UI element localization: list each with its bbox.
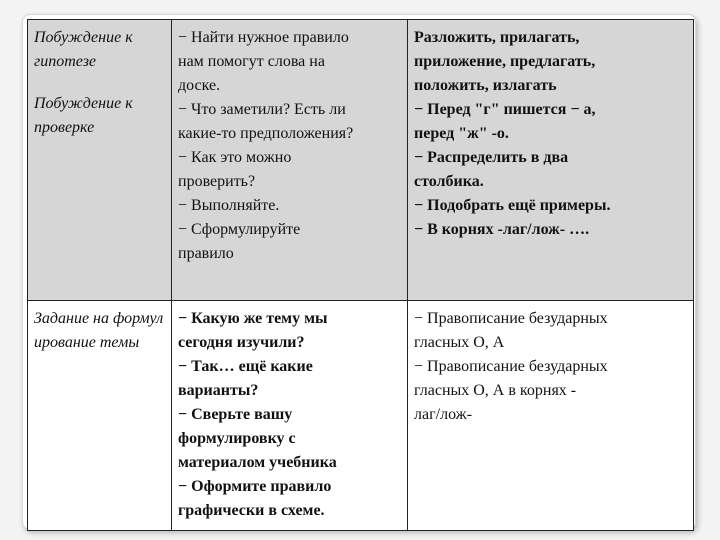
text-line: − Распределить в два bbox=[414, 149, 569, 166]
text-line: − Правописание безударных bbox=[414, 309, 608, 327]
text-line: − Оформите правило bbox=[178, 477, 332, 495]
student-actions-cell bbox=[408, 300, 694, 530]
stage-cell bbox=[28, 300, 172, 530]
text-line: сегодня изучили? bbox=[178, 333, 305, 351]
text-line: приложение, предлагать, bbox=[414, 53, 596, 70]
text-line: − Правописание безударных bbox=[414, 357, 608, 375]
text-line: − Сверьте вашу bbox=[178, 405, 293, 423]
text-line: варианты? bbox=[178, 381, 259, 399]
table-row bbox=[28, 20, 694, 301]
stage-label-topic: Задание на формулирование темы bbox=[34, 309, 164, 351]
text-line: − В корнях -лаг/лож- …. bbox=[414, 221, 590, 238]
text-line: перед "ж" -о. bbox=[414, 125, 509, 142]
text-line: правило bbox=[178, 245, 234, 262]
text-line: − Как это можно bbox=[178, 149, 292, 166]
text-line: нам помогут слова на bbox=[178, 53, 325, 70]
text-line: положить, излагать bbox=[414, 77, 557, 94]
text-line: − Какую же тему мы bbox=[178, 309, 328, 327]
text-line: Разложить, прилагать, bbox=[414, 29, 580, 46]
text-line: формулировку с bbox=[178, 429, 296, 447]
text-line: столбика. bbox=[414, 173, 484, 190]
text-line: доске. bbox=[178, 77, 221, 94]
text-line: − Перед "г" пишется − а, bbox=[414, 101, 596, 118]
text-line: − Сформулируйте bbox=[178, 221, 301, 238]
stage-cell bbox=[28, 20, 172, 301]
text-line: графически в схеме. bbox=[178, 501, 325, 519]
text-line: − Подобрать ещё примеры. bbox=[414, 197, 611, 214]
text-line: гласных О, А в корнях - bbox=[414, 381, 577, 399]
text-line: лаг/лож- bbox=[414, 405, 473, 423]
text-line: − Выполняйте. bbox=[178, 197, 280, 214]
text-line: гласных О, А bbox=[414, 333, 505, 351]
text-line: материалом учебника bbox=[178, 453, 337, 471]
text-line: − Что заметили? Есть ли bbox=[178, 101, 346, 118]
stage-label-verification: Побуждение к проверке bbox=[34, 95, 133, 136]
lesson-table bbox=[27, 19, 694, 531]
text-line: − Так… ещё какие bbox=[178, 357, 313, 375]
text-line: проверить? bbox=[178, 173, 256, 190]
text-line: − Найти нужное правило bbox=[178, 29, 349, 46]
teacher-actions-cell bbox=[172, 300, 408, 530]
text-line: какие-то предположения? bbox=[178, 125, 354, 142]
stage-label-hypothesis: Побуждение к гипотезе bbox=[34, 29, 133, 70]
table-row bbox=[28, 300, 694, 530]
student-actions-cell bbox=[408, 20, 694, 301]
teacher-actions-cell bbox=[172, 20, 408, 301]
